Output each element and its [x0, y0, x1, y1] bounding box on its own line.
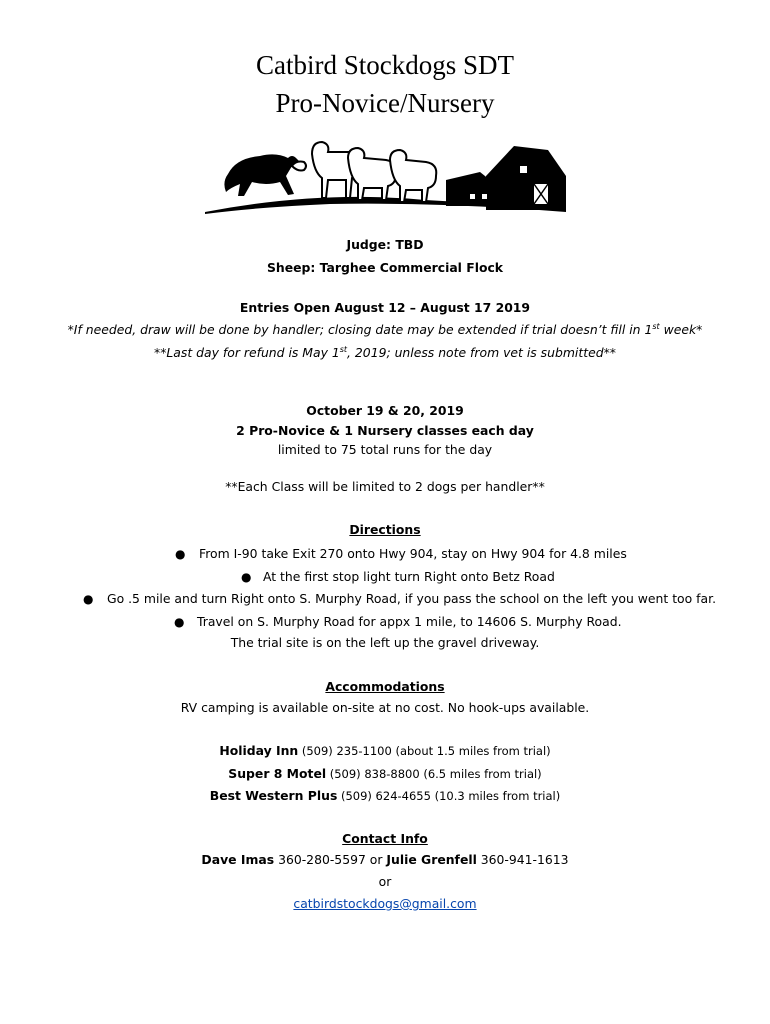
rv-camping-note: RV camping is available on-site at no cost. No hook-ups available. — [180, 700, 590, 715]
direction-step: At the first stop light turn Right onto Betz Road — [263, 569, 555, 584]
accommodations-heading: Accommodations — [325, 679, 445, 694]
contact-people: Dave Imas 360-280-5597 or Julie Grenfell 360-941-1613 — [201, 852, 569, 867]
direction-step: Go .5 mile and turn Right onto S. Murphy Road, if you pass the school on the left you went too far. — [107, 591, 717, 606]
run-limit: limited to 75 total runs for the day — [277, 442, 493, 457]
judge-line: Judge: TBD — [346, 237, 424, 252]
draw-note: *If needed, draw will be done by handler; closing date may be extended if trial doesn’t fill in 1st week* — [67, 321, 703, 337]
direction-step: From I-90 take Exit 270 onto Hwy 904, stay on Hwy 904 for 4.8 miles — [199, 546, 627, 561]
bullet-icon: ● — [83, 592, 94, 606]
entries-line: Entries Open August 12 – August 17 2019 — [239, 300, 531, 315]
bullet-icon: ● — [175, 547, 186, 561]
direction-step: Travel on S. Murphy Road for appx 1 mile, to 14606 S. Murphy Road. — [197, 614, 622, 629]
refund-note: **Last day for refund is May 1st, 2019; unless note from vet is submitted** — [154, 344, 616, 360]
hotel-best-western: Best Western Plus (509) 624-4655 (10.3 miles from trial) — [209, 788, 561, 803]
sheep-line: Sheep: Targhee Commercial Flock — [266, 260, 504, 275]
bullet-icon: ● — [241, 570, 252, 584]
dog-sheep-barn-logo — [200, 132, 570, 218]
email-link[interactable]: catbirdstockdogs@gmail.com — [293, 896, 477, 911]
bullet-icon: ● — [174, 615, 185, 629]
hotel-holiday-inn: Holiday Inn (509) 235-1100 (about 1.5 miles from trial) — [219, 743, 551, 758]
contact-heading: Contact Info — [342, 831, 428, 846]
directions-heading: Directions — [349, 522, 421, 537]
trial-site-note: The trial site is on the left up the gravel driveway. — [230, 635, 540, 650]
document-title: Catbird Stockdogs SDT — [255, 50, 514, 80]
hotel-super-8: Super 8 Motel (509) 838-8800 (6.5 miles from trial) — [228, 766, 542, 781]
trial-dates: October 19 & 20, 2019 — [306, 403, 464, 418]
document-subtitle: Pro-Novice/Nursery — [275, 88, 495, 118]
or-text: or — [378, 874, 392, 889]
class-limit-note: **Each Class will be limited to 2 dogs per handler** — [225, 479, 545, 494]
class-summary: 2 Pro-Novice & 1 Nursery classes each day — [236, 423, 534, 438]
